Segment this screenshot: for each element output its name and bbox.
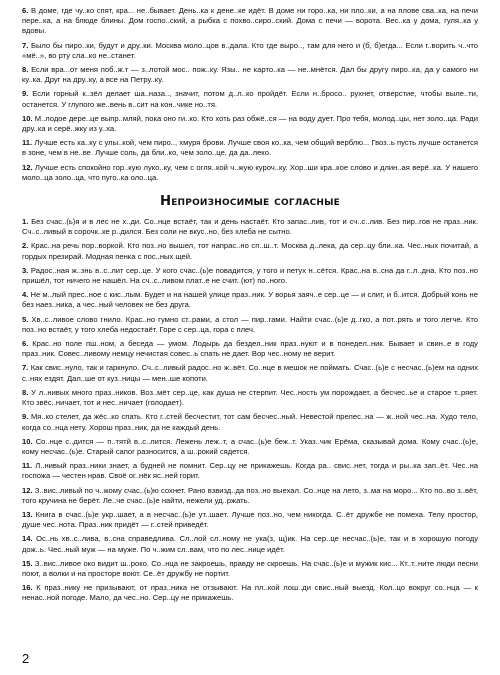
item-number: 11.: [22, 138, 33, 148]
item-number: 9.: [22, 412, 29, 422]
item-text: Мя..ко стелет, да жёс..ко спать. Кто г..стей бесчестит, тот сам бесчес..ный. Невестой прелес..на — ж..ной чес..на. Худо тело, когда со..нца нету. Хорош праз..ник, да не каждый день.: [22, 412, 478, 432]
section-title: Непроизносимые согласные: [159, 194, 341, 210]
item-number: 6.: [22, 6, 29, 15]
item-text: Без счас..(ь)я и в лес не х..ди. Со..нце встаёт, так и день настаёт. Кто запас..лив, тот и сч..с..лив. Без пир..гов не праз..ник. Сч..с..ливый в сорочк..ке р..дился. Без соли не вкус..но, без хлеба не сытно.: [22, 217, 478, 237]
item-number: 5.: [22, 314, 29, 324]
exercise-item: [22, 290, 478, 310]
exercise-item: [22, 114, 478, 134]
exercise-item: [22, 412, 478, 432]
item-number: 13.: [22, 509, 33, 519]
item-text: Было бы пиро..ки, будут и дру..ки. Москва моло..цов в..дала. Кто где выро.., там для него и (б, б)егда... Если г..ворить ч..что «мё..», во рту сла..ко не..станет.: [22, 40, 478, 60]
item-text: З..вис..ливый по ч..жому счас..(ь)ю сохнет. Рано взвизд..да поз..но выехал. Со..нце на лето, з..ма на моро... Кто по..во з..вёт, того кручина не берёт. Ле..че счас..(ь)е найти, нежели уд..ржать.: [22, 485, 478, 505]
item-text: Хв..с..ливое слово гнило. Крас..но гумно ст..рами, а стол — пир..гами. Найти счас..(ь)е д..гко, а пот..рять и того легче. Кто поз..но встаёт, у того хлеба недостаёт. Горе с сер..ца, гора с плеч.: [22, 314, 478, 334]
item-number: 11.: [22, 461, 33, 471]
item-number: 10.: [22, 436, 33, 446]
exercise-item: [22, 315, 478, 335]
item-text: К праз..нику не призывают, от праз..ника не отзывают. На пл..кой лош..ди свис..ный выезд. Кол..цо вокруг со..нца — к ненас..ной погоде. Мало, да чес..но. Сер..цу не прикажешь.: [22, 583, 478, 603]
exercise-item: [22, 388, 478, 408]
item-text: Если горный к..зёл делает ша..наза.., значит, потом д..л..ко пройдёт. Если н..бросо.. рухнет, отверстие, чтобы выле..ти, останется. У глупого же..вень в..сит на кон..чике но..тя.: [22, 89, 478, 109]
exercise-item: [22, 65, 478, 85]
exercise-item: [22, 217, 478, 237]
item-text: Книга в счас..(ь)е укр..шает, а в несчас..(ь)е ут..шает. Лучше поз..но, чем никогда. С..ёт дружбе не помеха. Телу простор, душе чес..нота. Праз..ник придёт — г..стей приведёт.: [22, 509, 478, 530]
item-number: 14.: [22, 534, 33, 544]
item-text: Л..нивый праз..ники знает, а будней не помнит. Сер..цу не прикажешь. Когда ра.. свис..нет, тогда и ры..ка зап..ёт. Чес..на госпожа — честен нрав. Своё ог..нёк яс..ней горит.: [22, 461, 478, 481]
item-number: 15.: [22, 558, 33, 568]
exercise-item: [22, 534, 478, 554]
item-text: М..лодое дере..це выпр..мляй, пока оно ги..ко. Кто хоть раз обжё..ся — на воду дует. Про тебя, молод..цы, нет золо..ца. Ради дру..ка и серё..жку из у..ха.: [22, 113, 478, 134]
exercise-item: [22, 138, 478, 158]
exercise-item: [22, 583, 478, 603]
page-number: 2: [22, 651, 30, 666]
item-number: 16.: [22, 583, 33, 593]
exercise-item: [22, 510, 478, 530]
item-text: У л..нивых много праз..ников. Воз..мёт сер..це, как душа не стерпит. Чес..ность ум порождает, а бесчес..ье и старое т..ряет. Кто звёс..ничает, тот и нес..ничает (голодает).: [22, 387, 478, 408]
item-text: Лучше есть спокойно гор..кую луко..ку, чем с огля..кой ч..жую куроч..ку. Хор..ши кра..кое слово и длин..ая верё..ка. У нашего моло..ца золо..ца, что пуго..ка оло..ца.: [22, 162, 478, 182]
exercise-item: [22, 266, 478, 286]
exercise-block-1: [22, 6, 478, 183]
exercise-item: [22, 89, 478, 109]
item-text: Со..нце с..дится — п..тятй в..с..лится. Лежень леж..т, а счас..(ь)е беж..т. Указ..чик Ерёма, сказывай дома. Кому счас..(ь)е, кому несчас..(ь)е. Старый сапог разносится, а ш..рокий сядется.: [22, 436, 478, 456]
exercise-item: [22, 163, 478, 183]
item-text: Не м..лый прес..ное с кис..лым. Будет и на нашей улице праз..ник. У ворья заяч..е сер..це — и слит, и б..ится. Добрый конь не без наез..ника, а чес..ный человек не без друга.: [22, 290, 478, 310]
item-number: 3.: [22, 265, 29, 275]
item-text: В доме, где чу..ко спят, кра... не..бывает. День..ка к дене..ке идёт. В доме ни горо..ка, ни пло..ки, а на плове сва..ка, на печи пере..ка, а на блюде блины. Дом госпо..ский, а рыбка с похво..сиро..ский. Дома с печи — ворота. Вес..ка у дома, гуля..ка у вдовы.: [22, 6, 478, 36]
item-number: 12.: [22, 162, 33, 172]
item-number: 9.: [22, 89, 29, 99]
item-text: Крас..но поле пш..ном, а беседа — умом. Лодырь да бездел..ник праз..нуют и в понедел..ник. Бывает и свин..е в году праз..ник. Совес..ливому немцу нечистая совес..ь спать не дает. Вор чес..ному не верит.: [22, 339, 478, 359]
item-number: 10.: [22, 113, 33, 123]
exercise-item: [22, 461, 478, 481]
exercise-item: [22, 437, 478, 457]
item-number: 7.: [22, 363, 29, 373]
item-text: Если вра...от меня поб..ж.т — з..лотой мос.. пож..ку. Язы.. не карто..ка — не..мнётся. Дал бы другу пиро..ка, да у самого ни ку..ка. Друг на дру..ку, а все на Петру..ку.: [22, 65, 478, 85]
item-number: 1.: [22, 217, 29, 227]
item-number: 12.: [22, 485, 33, 495]
item-number: 6.: [22, 339, 29, 349]
item-number: 8.: [22, 65, 29, 75]
page: [22, 6, 478, 604]
exercise-item: [22, 6, 478, 37]
exercise-item: [22, 339, 478, 359]
exercise-item: [22, 486, 478, 506]
exercise-item: [22, 559, 478, 579]
exercise-item: [22, 41, 478, 61]
exercise-item: [22, 241, 478, 261]
item-text: Лучше есть ка..ку с улы..кой, чем пиро.., хмуря брови. Лучше своя ко..ка, чем общий верблю... Гвоз..ь пусть лучше останется в зоне, чем в не..ве. Лучше соль, да бли..ко, чем золо..це, да да..леко.: [22, 138, 478, 158]
item-text: Радос..ная ж..знь в..с..лит сер..це. У кого счас..(ь)е повадится, у того и петух н..сётся. Крас..на в..сна да г..л..дна. Кто поз..но пришёл, тот ничего не нашёл. На сч..с..ливом плат..е не счит..(ют) по..ного.: [22, 265, 478, 286]
item-text: Ос..нь хв..с..лива, в..сна справедлива. Сл..лой сл..ному не ука(з, щ)ик. На сер..це несчас..(ь)е, так и в хорошую погоду дож..ь. Чес..ный муж — на муже. По ч..жим сл..вам, что по лес..нице идёт.: [22, 534, 478, 554]
item-text: Крас..на речь пор..воркой. Кто поз..но вышел, тот напрас..но сп..ш..т. Москва д..лека, да сер..цу бли..ка. Чес..ных почитай, а гордых презирай. Модная пенка с пос..ных щей.: [22, 241, 478, 261]
item-text: З..вис..ливое око видит ш..роко. Со..нца не закроешь, правду не скроешь. На счас..(ь)е и мужик кис... Кт..т..ните люди песни поют, а волки и на просторе воют. Се..ёт дружбу не портит.: [22, 558, 478, 578]
exercise-item: [22, 363, 478, 383]
item-text: Как свис..нуло, так и гаркнуло. Сч..с..ливый радос..но ж..вёт. Со..нце в мешок не поймать. Счас..(ь)е с несчас..(ь)ем на одних с..нях ездят. Дал..ше от куз..ницы — мен..ше копоти.: [22, 363, 478, 383]
item-number: 7.: [22, 40, 29, 50]
item-number: 2.: [22, 241, 29, 251]
exercise-block-2: [22, 217, 478, 604]
item-number: 4.: [22, 290, 29, 300]
item-number: 8.: [22, 387, 29, 397]
